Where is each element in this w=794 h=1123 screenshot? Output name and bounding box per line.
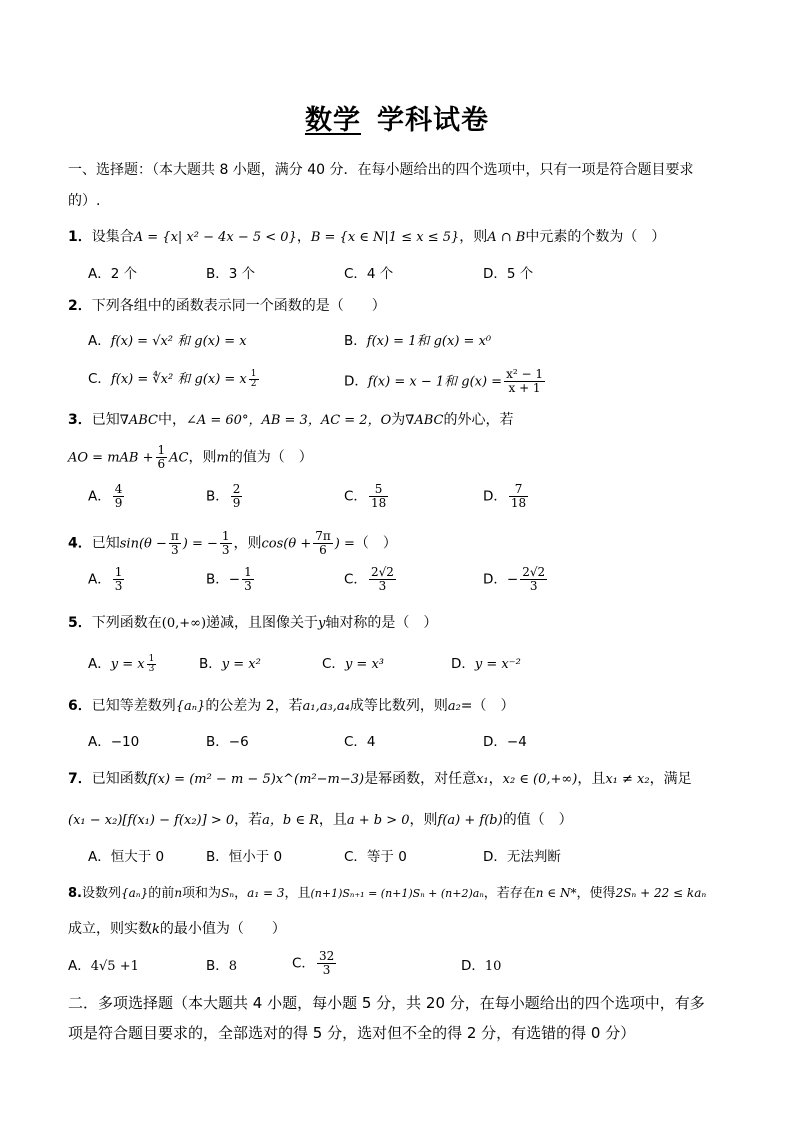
q1-number: 1． — [68, 229, 92, 245]
q3-option-a — [88, 483, 126, 510]
q8-relation: (n+1)Sₙ₊₁ = (n+1)Sₙ + (n+2)aₙ — [310, 887, 484, 900]
q4-a-den: 3 — [114, 579, 123, 593]
q3-a-num: 4 — [114, 482, 123, 496]
q4-expr2b: ) = — [334, 536, 355, 552]
q8-text-b: 的前 — [148, 886, 175, 901]
q5-a-label: A． — [88, 656, 111, 672]
q4-a-num: 1 — [114, 565, 123, 579]
q7-sum: a + b > 0 — [346, 813, 410, 828]
q8-d-expr: 10 — [484, 959, 502, 974]
q8-text-a: 设数列 — [81, 886, 121, 901]
title-rest: 学科试卷 — [377, 105, 489, 136]
q3-option-b — [206, 483, 244, 510]
q8-option-a — [68, 957, 139, 976]
q7-neq: x₁ ≠ x₂ — [605, 772, 650, 787]
q5-d-label: D． — [451, 656, 475, 672]
q3-vector-eq: AO = mAB + — [68, 450, 154, 466]
q5-a-expr: y = x — [110, 657, 145, 672]
q8-number: 8. — [68, 886, 82, 901]
q6-option-b: B．−6 — [206, 734, 249, 750]
q5-number: 5． — [68, 615, 92, 631]
q3-number: 3． — [68, 412, 92, 428]
q4-f1-num: π — [170, 529, 179, 543]
q4-expr1b: ) = − — [182, 536, 218, 552]
page-title — [0, 98, 794, 137]
q2-option-b — [344, 332, 491, 351]
q3-d-den: 18 — [510, 496, 527, 510]
q8-option-c — [292, 950, 338, 977]
q1-text-c: ，则 — [459, 229, 488, 245]
question-2 — [68, 297, 386, 315]
q4-option-c — [344, 566, 398, 593]
q5-a-exponent — [147, 655, 157, 674]
q8-a-label: A． — [68, 958, 91, 974]
q7-text-e: ，满足 — [649, 771, 692, 787]
section2-heading-cont — [68, 1024, 635, 1042]
q4-d-num: 2√2 — [522, 565, 546, 579]
q7-text-c: ， — [488, 771, 503, 787]
q2-option-d — [344, 368, 547, 395]
q2-c-exp-num: 1 — [250, 369, 257, 379]
q8-c-label: C． — [292, 955, 315, 972]
q2-d-label: D． — [344, 373, 368, 390]
q4-b-label: B． — [206, 571, 229, 588]
q8-n-in: n ∈ N* — [535, 886, 577, 900]
question-4 — [68, 530, 397, 557]
q2-option-c — [88, 370, 261, 389]
q8-c-frac — [317, 950, 336, 977]
q2-d-num: x² − 1 — [506, 367, 543, 381]
q7-text-b: 是幂函数，对任意 — [364, 771, 477, 787]
q3-a-label: A． — [88, 488, 111, 505]
q1-set-a: A = {x| x² − 4x − 5 < 0} — [133, 230, 297, 245]
q3-option-d — [483, 483, 530, 510]
q3-d-num: 7 — [509, 483, 528, 497]
q1-text-a: 设集合 — [91, 229, 134, 245]
q4-c-den: 3 — [378, 579, 387, 593]
q4-b-num: 1 — [244, 565, 252, 579]
q3-d-label: D． — [483, 488, 507, 505]
q5-a-exp-den: 3 — [148, 664, 155, 674]
q8-text-line2a: 成立，则实数 — [68, 921, 152, 937]
q5-d-expr: y = x⁻² — [474, 657, 521, 672]
q7-fsum: f(a) + f(b) — [437, 813, 503, 828]
q4-f1-den: 3 — [171, 543, 179, 557]
q4-f3-num: 7π — [315, 529, 331, 543]
q6-option-c: C．4 — [344, 734, 376, 750]
q7-option-b: B．恒小于 0 — [206, 849, 283, 865]
q4-f3-den: 6 — [319, 543, 327, 557]
q2-c-label: C． — [88, 371, 111, 387]
q4-number: 4． — [68, 535, 92, 552]
q6-text-c: 成等比数列，则 — [349, 698, 448, 714]
question-7-cont — [68, 811, 573, 830]
q8-d-label: D． — [461, 958, 485, 974]
q6-sequence: {aₙ} — [175, 699, 206, 714]
q7-text-d: ，且 — [577, 771, 606, 787]
q6-number: 6． — [68, 698, 92, 714]
q6-terms: a₁,a₃,a₄ — [302, 699, 350, 714]
q7-option-a: A．恒大于 0 — [88, 849, 165, 865]
q4-option-d — [483, 566, 549, 593]
q2-d-den: x + 1 — [508, 381, 541, 395]
q3-vec-den: 6 — [157, 457, 166, 471]
question-3 — [68, 411, 513, 430]
q3-text-c: 为 — [391, 412, 406, 428]
q8-option-d — [461, 957, 501, 976]
q2-c-expr: f(x) = ∜x² 和 g(x) = x — [110, 372, 247, 387]
q2-a-label: A． — [88, 333, 111, 349]
question-8-cont — [68, 920, 286, 939]
q8-text-c: 项和为 — [182, 886, 222, 901]
q4-frac2 — [220, 530, 232, 557]
q3-text-d: 的外心，若 — [443, 412, 514, 428]
q5-option-d — [451, 655, 521, 674]
q2-b-label: B． — [344, 333, 367, 349]
q4-option-a — [88, 566, 126, 593]
q8-sequence: {aₙ} — [121, 886, 149, 900]
q5-text-c: 轴对称的是（ ） — [325, 615, 438, 631]
q3-b-den: 9 — [232, 496, 241, 510]
q4-a-frac — [113, 566, 125, 593]
q3-text-f: 的值为（ ） — [228, 449, 313, 466]
q1-intersection: A ∩ B — [487, 230, 526, 245]
q2-c-exponent — [249, 370, 259, 389]
q2-b-expr: f(x) = 1和 g(x) = x⁰ — [366, 334, 492, 349]
q1-option-b: B．3 个 — [206, 266, 256, 282]
q3-variable: m — [216, 450, 229, 466]
q4-option-b — [206, 566, 256, 593]
title-subject: 数学 — [305, 105, 361, 136]
q4-expr1: sin(θ − — [119, 536, 167, 552]
q8-text-d: ， — [234, 886, 248, 901]
q8-c-den: 3 — [322, 963, 331, 977]
q8-n: n — [174, 886, 183, 900]
q8-c-num: 32 — [318, 949, 335, 963]
q2-number: 2． — [68, 298, 92, 314]
q6-option-d: D．−4 — [483, 734, 527, 750]
q7-text-i: 的值（ ） — [502, 812, 573, 828]
q3-b-label: B． — [206, 488, 229, 505]
q7-ab: a，b ∈ R — [262, 813, 319, 828]
q1-text-b: ， — [296, 229, 311, 245]
section1-heading-cont — [68, 192, 100, 210]
q7-number: 7． — [68, 771, 92, 787]
question-7 — [68, 770, 692, 789]
q4-c-label: C． — [344, 571, 367, 588]
q1-set-b: B = {x ∈ N|1 ≤ x ≤ 5} — [310, 230, 460, 245]
question-6 — [68, 697, 515, 716]
q5-interval: (0,+∞) — [161, 616, 207, 631]
q4-b-frac — [242, 566, 254, 593]
q8-a-expr: 4√5 +1 — [90, 959, 139, 974]
q8-text-g: ，使得 — [576, 886, 616, 901]
q1-option-a: A．2 个 — [88, 266, 138, 282]
q3-b-frac — [231, 483, 243, 510]
q7-text-a: 已知函数 — [91, 771, 148, 787]
q5-option-c — [322, 655, 384, 674]
q3-text-a: 已知 — [91, 412, 120, 428]
q4-d-sign: − — [506, 571, 519, 588]
question-1 — [68, 228, 665, 247]
q5-b-expr: y = x² — [221, 657, 261, 672]
q3-b-num: 2 — [232, 482, 241, 496]
q3-a-frac — [113, 483, 125, 510]
q5-c-expr: y = x³ — [344, 657, 384, 672]
q2-d-expr: f(x) = x − 1和 g(x) = — [367, 374, 503, 390]
q7-option-d: D．无法判断 — [483, 849, 561, 865]
q6-target: a₂ — [447, 699, 461, 714]
q5-text-b: 递减，且图像关于 — [206, 615, 319, 631]
q8-text-f: ，若存在 — [483, 886, 536, 901]
q5-axis: y — [318, 616, 326, 631]
q3-c-num: 5 — [369, 483, 388, 497]
section1-line1: 一、选择题：（本大题共 8 小题，满分 40 分．在每小题给出的四个选项中，只有一项是符合题目要求 — [68, 162, 694, 178]
q3-conditions: ∠A = 60°，AB = 3，AC = 2，O — [185, 413, 392, 428]
q7-function: f(x) = (m² − m − 5)x^(m²−m−3) — [147, 772, 365, 787]
q8-b-expr: 8 — [228, 959, 238, 974]
q8-option-b — [206, 957, 237, 976]
q7-text-f: ，若 — [234, 812, 263, 828]
q6-option-a: A．−10 — [88, 734, 140, 750]
q7-condition: (x₁ − x₂)[f(x₁) − f(x₂)] > 0 — [68, 813, 235, 828]
q2-stem: 下列各组中的函数表示同一个函数的是（ ） — [91, 298, 386, 314]
q5-option-b — [199, 655, 261, 674]
q5-option-a — [88, 655, 158, 674]
q7-text-g: ，且 — [318, 812, 347, 828]
question-5 — [68, 614, 437, 633]
q7-x2-domain: x₂ ∈ (0,+∞) — [502, 772, 578, 787]
q3-c-label: C． — [344, 488, 367, 505]
q3-c-frac — [369, 483, 388, 510]
q4-f2-den: 3 — [221, 543, 230, 557]
q1-option-c: C．4 个 — [344, 266, 394, 282]
q1-option-d: D．5 个 — [483, 266, 534, 282]
q2-c-exp-den: 2 — [250, 379, 257, 389]
q4-text-c: （ ） — [354, 535, 397, 552]
q4-b-den: 3 — [244, 579, 252, 593]
q4-b-sign: − — [228, 571, 241, 588]
q4-d-den: 3 — [529, 579, 538, 593]
section1-heading — [68, 161, 694, 179]
q5-c-label: C． — [322, 656, 345, 672]
q8-sn: Sₙ — [221, 886, 235, 900]
q8-k: k — [152, 922, 160, 937]
q2-d-fraction — [504, 368, 545, 395]
q3-d-frac — [509, 483, 528, 510]
q2-a-expr: f(x) = √x² 和 g(x) = x — [110, 334, 247, 349]
q1-text-d: 中元素的个数为（ ） — [525, 229, 666, 245]
q4-f2-num: 1 — [221, 529, 230, 543]
question-8 — [68, 884, 706, 903]
q3-triangle-2: ∇ABC — [405, 413, 444, 428]
q5-a-exp-num: 1 — [148, 654, 155, 664]
q4-a-label: A． — [88, 571, 111, 588]
q7-x1: x₁ — [476, 772, 489, 787]
q8-inequality: 2Sₙ + 22 ≤ kaₙ — [615, 886, 707, 900]
q8-b-label: B． — [206, 958, 229, 974]
q6-text-a: 已知等差数列 — [91, 698, 176, 714]
q4-text-b: ，则 — [233, 535, 262, 552]
q4-d-frac — [520, 566, 547, 593]
q5-text-a: 下列函数在 — [91, 615, 162, 631]
q8-a1: a₁ = 3 — [247, 886, 285, 900]
q3-option-c — [344, 483, 390, 510]
q6-text-d: =（ ） — [460, 698, 515, 714]
q3-vec-num: 1 — [157, 443, 166, 457]
q3-text-e: ，则 — [188, 449, 217, 466]
section1-line2: 的）. — [68, 193, 101, 209]
section2-line2: 项是符合题目要求的，全部选对的得 5 分，选对但不全的得 2 分，有选错的得 0 分） — [68, 1024, 636, 1042]
q4-expr2: cos(θ + — [261, 536, 312, 552]
q7-text-h: ，则 — [409, 812, 438, 828]
q4-text-a: 已知 — [91, 535, 120, 552]
q7-option-c: C．等于 0 — [344, 849, 407, 865]
q4-c-frac — [369, 566, 396, 593]
q4-d-label: D． — [483, 571, 507, 588]
q3-vector-fraction — [156, 444, 168, 471]
q4-c-num: 2√2 — [370, 565, 394, 579]
q5-b-label: B． — [199, 656, 222, 672]
q8-text-e: ，且 — [284, 886, 311, 901]
q3-triangle: ∇ABC — [119, 413, 158, 428]
q3-text-b: 中， — [157, 412, 186, 428]
q4-frac1 — [169, 530, 181, 557]
q3-vector-tail: AC — [169, 450, 189, 466]
section2-line1: 二．多项选择题（本大题共 4 小题，每小题 5 分，共 20 分，在每小题给出的四个选项中，有多 — [68, 994, 705, 1012]
q6-text-b: 的公差为 2，若 — [205, 698, 303, 714]
q2-option-a — [88, 332, 247, 351]
q4-frac3 — [313, 530, 333, 557]
q3-a-den: 9 — [114, 496, 123, 510]
section2-heading — [68, 994, 705, 1012]
q3-c-den: 18 — [370, 496, 387, 510]
q8-text-line2b: 的最小值为（ ） — [159, 921, 286, 937]
question-3-cont — [68, 444, 313, 471]
